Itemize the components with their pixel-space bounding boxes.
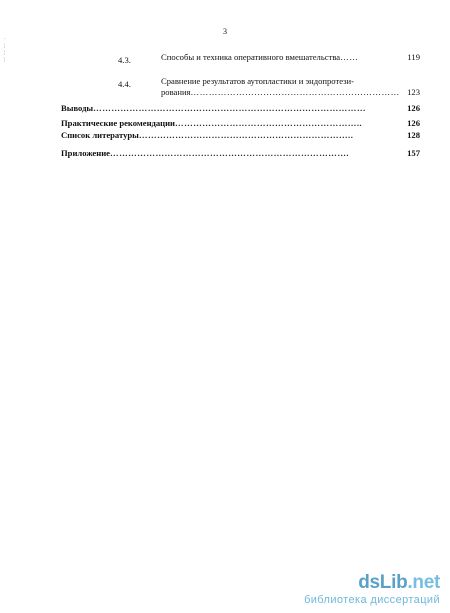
section-title (61, 148, 349, 159)
watermark-logo-part1: dsLib (358, 572, 408, 593)
page-reference: 126 (407, 118, 420, 128)
section-title-text: Практические рекомендации (61, 118, 176, 128)
section-title (61, 130, 353, 141)
section-number: 4.4. (118, 79, 131, 89)
page-reference: 123 (407, 87, 420, 97)
page-number: 3 (223, 27, 227, 36)
leader-dots: …………………………………………………………….. (138, 130, 354, 140)
margin-mark: · (4, 37, 6, 42)
margin-mark: ¦ (4, 58, 6, 63)
leader-dots: …………………………………………………………… (190, 87, 400, 97)
section-title-line2 (161, 87, 400, 98)
section-title-line1: Сравнение результатов аутопластики и эндопротези- (161, 76, 355, 86)
section-title (61, 103, 366, 114)
dslib-watermark (304, 572, 440, 606)
watermark-logo-part2: .net (407, 572, 440, 593)
page-reference: 128 (407, 130, 420, 140)
page-reference: 157 (407, 148, 420, 158)
watermark-logo (304, 572, 440, 594)
leader-dots: …… (340, 52, 359, 62)
section-title (161, 52, 358, 63)
margin-mark: ¦ (4, 44, 6, 49)
margin-mark: ¦ (4, 51, 6, 56)
section-title-text: рования (161, 87, 191, 97)
section-title-text: Способы и техника оперативного вмешательства (161, 52, 341, 62)
section-title (61, 118, 362, 129)
section-number: 4.3. (118, 55, 131, 65)
watermark-tagline: библиотека диссертаций (304, 594, 440, 606)
page-reference: 119 (407, 52, 420, 62)
page-reference: 126 (407, 103, 420, 113)
section-title-text: Приложение (61, 148, 110, 158)
section-title-text: Список литературы (61, 130, 139, 140)
leader-dots: ……………………………………………………………………………… (93, 103, 366, 113)
leader-dots: …………………………………………………….. (175, 118, 363, 128)
leader-dots: ……………………………………………………………………. (109, 148, 350, 158)
section-title-text: Выводы (61, 103, 94, 113)
